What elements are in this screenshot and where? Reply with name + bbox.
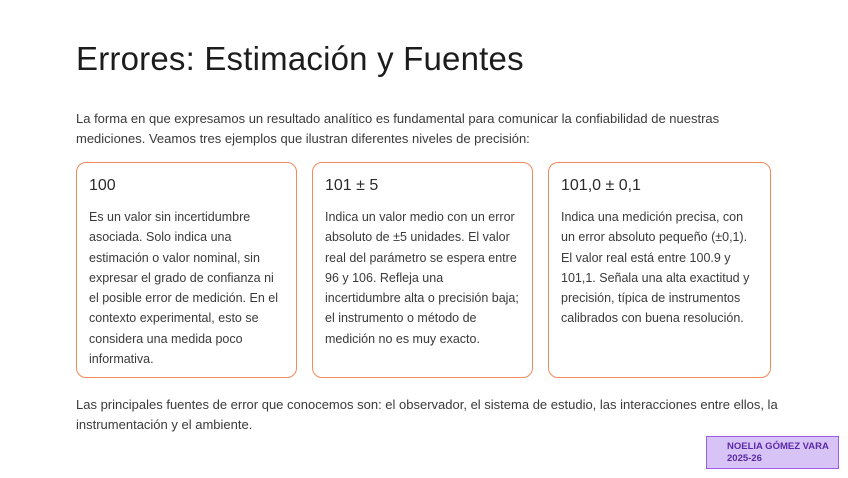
card-body: Es un valor sin incertidumbre asociada. Solo indica una estimación o valor nominal, sin expresar el grado de confianza ni el posible error de medición. En el contexto experimental, esto se considera una medida poco informativa. bbox=[89, 210, 278, 367]
card-body: Indica un valor medio con un error absoluto de ±5 unidades. El valor real del parámetro se espera entre 96 y 106. Refleja una incertidumbre alta o precisión baja; el instrumento o método de medición no es muy exacto. bbox=[325, 210, 519, 346]
card-title: 101 ± 5 bbox=[325, 177, 379, 194]
card-title: 100 bbox=[89, 177, 116, 194]
error-sources-paragraph: Las principales fuentes de error que conocemos son: el observador, el sistema de estudio, las interacciones entre ellos, la instrumentación y el ambiente. bbox=[76, 397, 778, 432]
example-card-2 bbox=[312, 162, 533, 378]
intro-paragraph: La forma en que expresamos un resultado analítico es fundamental para comunicar la confiabilidad de nuestras mediciones. Veamos tres ejemplos que ilustran diferentes niveles de precisión: bbox=[76, 111, 720, 146]
course-year: 2025-26 bbox=[727, 453, 762, 464]
example-card-1 bbox=[76, 162, 297, 378]
page-title: Errores: Estimación y Fuentes bbox=[76, 40, 524, 77]
example-card-3 bbox=[548, 162, 771, 378]
author-badge bbox=[706, 436, 839, 469]
card-body: Indica una medición precisa, con un error absoluto pequeño (±0,1). El valor real está entre 100.9 y 101,1. Señala una alta exactitud y precisión, típica de instrumentos calibrados con buena resolución. bbox=[561, 210, 750, 326]
author-name: NOELIA GÓMEZ VARA bbox=[727, 441, 829, 452]
card-title: 101,0 ± 0,1 bbox=[561, 177, 641, 194]
